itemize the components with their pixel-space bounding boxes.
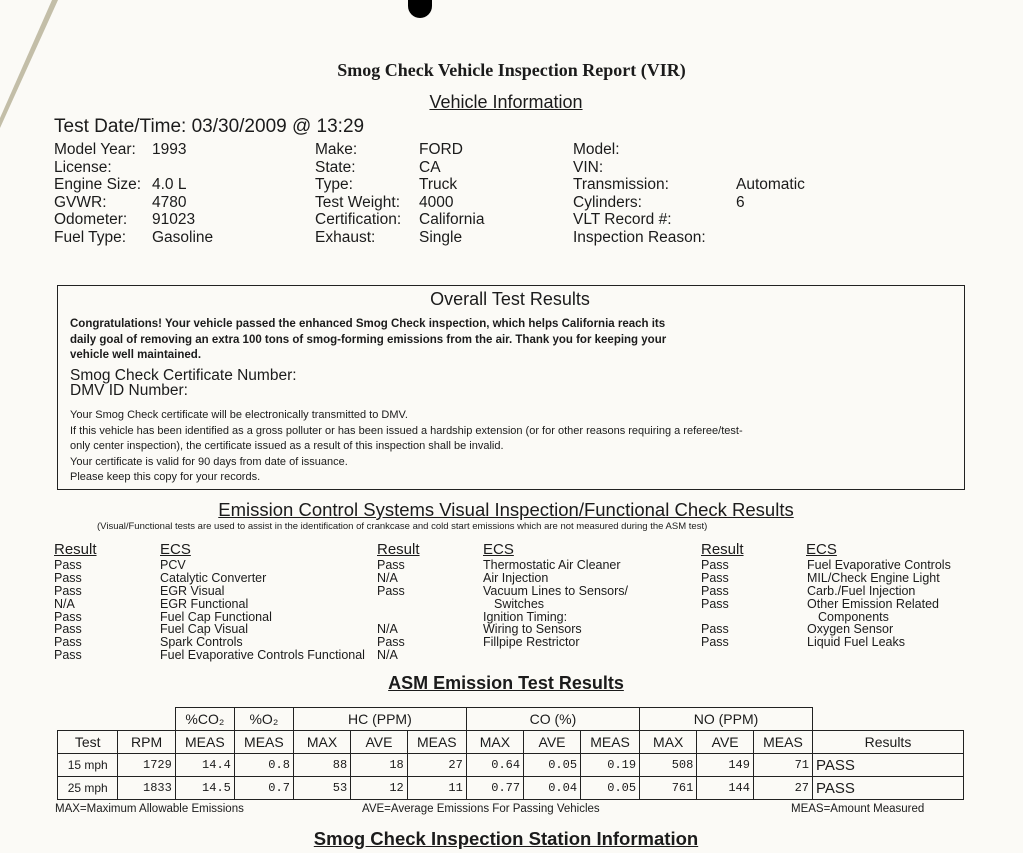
vehicle-field xyxy=(573,229,706,247)
ecs-result: Pass xyxy=(701,635,729,650)
ecs-column-2 xyxy=(377,558,628,663)
group-header: %CO₂ xyxy=(175,708,234,731)
vehicle-field xyxy=(54,193,187,212)
test-datetime: Test Date/Time: 03/30/2009 @ 13:29 xyxy=(54,116,365,137)
table-cell: 761 xyxy=(640,777,697,800)
ecs-item: Vacuum Lines to Sensors/ xyxy=(483,583,628,598)
ecs-result: Pass xyxy=(54,622,82,637)
group-header: NO (PPM) xyxy=(640,708,813,731)
vehicle-field-label: Transmission: xyxy=(573,176,669,193)
vehicle-field-label: State: xyxy=(315,158,356,176)
table-cell: 27 xyxy=(407,754,466,777)
column-header: MAX xyxy=(640,731,697,754)
legend-meas: MEAS=Amount Measured xyxy=(791,803,925,815)
congrats-text xyxy=(70,317,950,364)
ecs-item: Fuel Evaporative Controls Functional xyxy=(160,648,365,663)
table-cell: PASS xyxy=(812,777,963,800)
table-cell: 0.8 xyxy=(234,754,293,777)
vehicle-field xyxy=(573,193,745,212)
vehicle-col3 xyxy=(573,141,805,246)
ecs-result: Pass xyxy=(54,609,82,624)
ecs-result: Pass xyxy=(54,558,82,572)
ecs-column-1 xyxy=(54,558,365,663)
ecs-column-3 xyxy=(701,558,951,650)
group-header: CO (%) xyxy=(466,708,639,731)
ecs-result: Pass xyxy=(377,635,405,650)
report-title: Smog Check Vehicle Inspection Report (VIR) xyxy=(337,60,686,80)
vehicle-field xyxy=(573,211,706,229)
table-cell: 11 xyxy=(407,777,466,800)
table-cell: 0.19 xyxy=(581,754,640,777)
table-cell: 149 xyxy=(697,754,754,777)
ecs-item: Catalytic Converter xyxy=(160,570,267,585)
note-line: Please keep this copy for your records. xyxy=(70,471,261,483)
vehicle-field-value: 1993 xyxy=(152,141,187,158)
vehicle-field-label: Test Weight: xyxy=(315,193,401,211)
vehicle-field xyxy=(315,158,441,177)
table-cell: 71 xyxy=(753,754,812,777)
vehicle-field xyxy=(54,141,187,159)
station-heading: Smog Check Inspection Station Information xyxy=(313,828,699,849)
vehicle-field-value: California xyxy=(419,211,485,228)
table-row xyxy=(58,754,964,777)
table-cell: 0.77 xyxy=(466,777,523,800)
vehicle-info-heading: Vehicle Information xyxy=(429,92,583,112)
ecs-heading: Emission Control Systems Visual Inspection/Functional Check Results xyxy=(218,499,794,520)
legend-max: MAX=Maximum Allowable Emissions xyxy=(55,803,244,815)
ecs-item: Air Injection xyxy=(483,570,549,585)
cert-number-label: Smog Check Certificate Number: xyxy=(70,367,297,384)
ecs-item: Fillpipe Restrictor xyxy=(483,635,580,650)
ecs-item: EGR Visual xyxy=(160,583,225,598)
vehicle-field-label: Exhaust: xyxy=(315,228,376,246)
ecs-row xyxy=(701,635,905,650)
ecs-item: Switches xyxy=(494,596,545,611)
vehicle-field-label: VIN: xyxy=(573,158,604,176)
asm-table xyxy=(57,707,964,800)
vehicle-field xyxy=(54,176,187,194)
note-line: only center inspection), the certificate issued as a result of this inspection shall be invalid. xyxy=(70,440,504,452)
table-cell: 1833 xyxy=(118,777,175,800)
vehicle-field-label: Certification: xyxy=(315,211,402,228)
column-header: MEAS xyxy=(234,731,293,754)
table-cell: 53 xyxy=(293,777,350,800)
group-header: %O₂ xyxy=(234,708,293,731)
ecs-row xyxy=(377,649,405,662)
column-header: AVE xyxy=(524,731,581,754)
vehicle-field xyxy=(54,228,214,247)
vehicle-field xyxy=(315,228,463,247)
vehicle-field xyxy=(315,176,458,194)
ecs-item: Fuel Cap Functional xyxy=(160,609,272,624)
vehicle-col2 xyxy=(315,141,485,246)
ecs-item: Fuel Evaporative Controls xyxy=(807,558,951,572)
ecs-subheading: (Visual/Functional tests are used to assist in the identification of crankcase and cold start emissions which are not measured during the ASM test) xyxy=(97,521,708,532)
table-row xyxy=(58,777,964,800)
ecs-result-header: Result xyxy=(701,541,744,558)
ecs-result: Pass xyxy=(54,648,82,663)
ecs-result-header: Result xyxy=(54,541,97,558)
vehicle-field xyxy=(54,211,196,229)
ecs-item: Other Emission Related xyxy=(807,596,940,611)
vehicle-field-label: Inspection Reason: xyxy=(573,228,706,246)
ecs-result: Pass xyxy=(701,558,729,572)
legend-ave: AVE=Average Emissions For Passing Vehicles xyxy=(362,803,600,815)
column-header: Results xyxy=(812,731,963,754)
vehicle-field-label: Engine Size: xyxy=(54,176,142,193)
ecs-item: Ignition Timing: xyxy=(483,609,568,624)
ecs-result: Pass xyxy=(377,558,405,572)
table-cell: 144 xyxy=(697,777,754,800)
ecs-result: Pass xyxy=(54,583,82,598)
vehicle-field xyxy=(573,141,706,159)
ecs-row xyxy=(377,596,545,611)
table-cell: 27 xyxy=(753,777,812,800)
ecs-result: N/A xyxy=(54,596,75,611)
vehicle-field-value: 91023 xyxy=(152,211,196,228)
ecs-item: Components xyxy=(818,609,889,624)
column-header: MAX xyxy=(293,731,350,754)
vehicle-field-label: Type: xyxy=(315,176,353,193)
certificate-notes xyxy=(70,408,955,486)
punch-hole xyxy=(408,0,432,18)
column-header: MEAS xyxy=(581,731,640,754)
vehicle-col1 xyxy=(54,141,214,246)
ecs-name-header: ECS xyxy=(806,541,837,558)
asm-heading: ASM Emission Test Results xyxy=(388,673,624,693)
ecs-item: Liquid Fuel Leaks xyxy=(807,635,905,650)
ecs-result: N/A xyxy=(377,622,398,637)
ecs-item: Thermostatic Air Cleaner xyxy=(483,558,621,572)
table-cell: 0.64 xyxy=(466,754,523,777)
table-cell: 15 mph xyxy=(58,754,118,777)
column-header: MEAS xyxy=(407,731,466,754)
vehicle-field-label: VLT Record #: xyxy=(573,211,672,228)
table-cell: 0.04 xyxy=(524,777,581,800)
ecs-row xyxy=(54,648,365,663)
vehicle-field-value: Truck xyxy=(419,176,458,193)
congrats-line: Congratulations! Your vehicle passed the enhanced Smog Check inspection, which helps California reach its xyxy=(70,318,666,330)
ecs-result: Pass xyxy=(701,583,729,598)
ecs-item: Oxygen Sensor xyxy=(807,622,894,637)
dmv-id-label: DMV ID Number: xyxy=(70,382,188,399)
congrats-line: daily goal of removing an extra 100 tons of smog-forming emissions from the air. Thank you for keeping your xyxy=(70,333,667,346)
column-header: RPM xyxy=(118,731,175,754)
ecs-item: Wiring to Sensors xyxy=(483,622,582,637)
table-cell: 88 xyxy=(293,754,350,777)
ecs-row xyxy=(377,583,628,598)
table-cell: 25 mph xyxy=(58,777,118,800)
ecs-result: N/A xyxy=(377,648,398,663)
ecs-result: Pass xyxy=(701,622,729,637)
certificate-labels xyxy=(70,368,297,398)
table-cell: 12 xyxy=(351,777,408,800)
vehicle-field-value: 4780 xyxy=(152,193,187,211)
vehicle-field-value: Gasoline xyxy=(152,228,214,246)
vehicle-field-label: Make: xyxy=(315,141,358,158)
vehicle-field-value: Single xyxy=(419,228,463,246)
table-cell: 14.5 xyxy=(175,777,234,800)
table-cell: 18 xyxy=(351,754,408,777)
column-header: MAX xyxy=(466,731,523,754)
ecs-name-header: ECS xyxy=(483,541,514,558)
vehicle-field-value: 4.0 L xyxy=(152,176,187,193)
ecs-result: Pass xyxy=(54,570,82,585)
column-header: AVE xyxy=(351,731,408,754)
vehicle-field-label: Odometer: xyxy=(54,211,128,228)
vehicle-field-value: FORD xyxy=(419,141,463,158)
table-cell: 0.7 xyxy=(234,777,293,800)
ecs-item: EGR Functional xyxy=(160,596,249,611)
note-line: Your Smog Check certificate will be electronically transmitted to DMV. xyxy=(70,409,408,421)
ecs-result: N/A xyxy=(377,570,398,585)
overall-heading: Overall Test Results xyxy=(430,289,590,309)
note-line: If this vehicle has been identified as a gross polluter or has been issued a hardship extension (or for other reasons requiring a referee/test- xyxy=(70,424,743,437)
table-cell: PASS xyxy=(812,754,963,777)
table-cell: 0.05 xyxy=(581,777,640,800)
column-header: Test xyxy=(58,731,118,754)
ecs-item: Fuel Cap Visual xyxy=(160,622,249,637)
ecs-result: Pass xyxy=(54,635,82,650)
vehicle-field xyxy=(573,176,805,194)
column-header: MEAS xyxy=(175,731,234,754)
vehicle-field xyxy=(54,159,141,177)
note-line: Your certificate is valid for 90 days from date of issuance. xyxy=(70,455,348,468)
ecs-result-header: Result xyxy=(377,541,420,558)
table-cell: 508 xyxy=(640,754,697,777)
column-header: AVE xyxy=(697,731,754,754)
vehicle-field xyxy=(573,159,706,177)
vehicle-field-value: 4000 xyxy=(419,193,454,211)
vehicle-field xyxy=(315,193,454,212)
ecs-result: Pass xyxy=(701,570,729,585)
vehicle-field xyxy=(315,211,485,229)
vehicle-field-label: Model: xyxy=(573,141,620,158)
ecs-name-header: ECS xyxy=(160,541,191,558)
vehicle-field-label: Model Year: xyxy=(54,141,136,158)
ecs-item: MIL/Check Engine Light xyxy=(807,570,940,585)
vehicle-field-value: CA xyxy=(419,158,441,176)
congrats-line: vehicle well maintained. xyxy=(70,349,202,361)
table-cell: 0.05 xyxy=(524,754,581,777)
vehicle-field-label: Cylinders: xyxy=(573,193,642,211)
vehicle-field-label: GVWR: xyxy=(54,193,107,211)
ecs-item: PCV xyxy=(160,558,186,572)
vehicle-field-value: 6 xyxy=(736,193,745,211)
ecs-row xyxy=(701,596,940,611)
ecs-item: Spark Controls xyxy=(160,635,243,650)
ecs-item: Carb./Fuel Injection xyxy=(807,583,916,598)
table-cell: 14.4 xyxy=(175,754,234,777)
vehicle-field xyxy=(315,141,463,159)
column-header: MEAS xyxy=(753,731,812,754)
ecs-result: Pass xyxy=(377,583,405,598)
vehicle-field-label: Fuel Type: xyxy=(54,228,127,246)
vehicle-field-label: License: xyxy=(54,158,112,176)
ecs-result: Pass xyxy=(701,596,729,611)
group-header: HC (PPM) xyxy=(293,708,466,731)
table-cell: 1729 xyxy=(118,754,175,777)
vehicle-field-value: Automatic xyxy=(736,176,805,193)
